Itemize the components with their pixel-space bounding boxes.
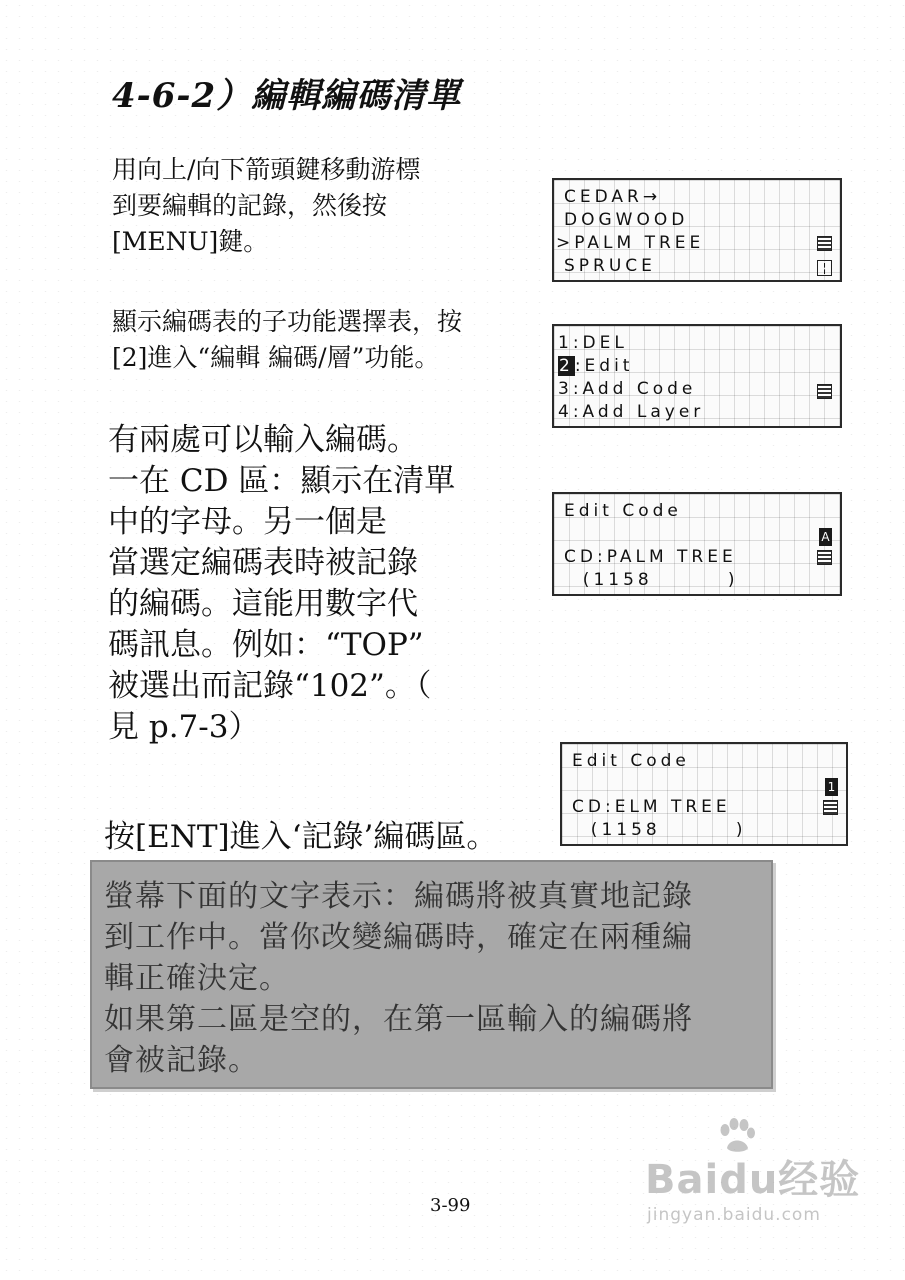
step-2-text [112, 304, 462, 376]
step-line: [2]進入“編輯 編碼/層”功能。 [112, 343, 440, 372]
menu-item-del [558, 332, 628, 355]
lcd-screen-edit-code-alpha [552, 492, 842, 596]
lock-icon [817, 384, 832, 399]
input-mode-indicator: A [819, 528, 832, 546]
watermark-url: jingyan.baidu.com [647, 1205, 821, 1225]
step-line: [MENU]鍵。 [112, 227, 269, 256]
scroll-icon: ¦ [817, 260, 832, 276]
step-1-text [112, 152, 420, 260]
lcd-row: SPRUCE [564, 256, 656, 276]
menu-item-number: 3 [558, 379, 573, 399]
note-box [90, 860, 773, 1089]
cd-field: CD:PALM TREE [564, 547, 737, 567]
lcd-screen-submenu [552, 324, 842, 428]
lcd-row: DOGWOOD [564, 210, 689, 230]
menu-item-add-code [558, 378, 696, 401]
note-line: 輯正確決定。 [104, 961, 290, 996]
lcd-row: CEDAR→ [564, 187, 662, 207]
section-heading: 4-6-2）編輯編碼清單 [112, 76, 462, 116]
watermark-brand: Baidu经验 [645, 1157, 861, 1203]
record-field: (1158 ) [572, 820, 747, 840]
step-line: 當選定編碼表時被記錄 [108, 545, 418, 581]
menu-item-number: 1 [558, 333, 573, 353]
note-line: 到工作中。當你改變編碼時，確定在兩種編 [104, 920, 693, 955]
menu-item-edit [558, 355, 633, 378]
lock-icon [823, 800, 838, 815]
step-3-text [108, 420, 455, 748]
menu-item-label: :Edit [574, 356, 634, 376]
menu-item-label: :Add Layer [572, 402, 705, 422]
step-line: 有兩處可以輸入編碼。 [108, 422, 418, 458]
step-line: 用向上/向下箭頭鍵移動游標 [112, 155, 421, 184]
step-line: 見 p.7-3） [108, 709, 260, 745]
lcd-screen-edit-code-numeric [560, 742, 848, 846]
paw-logo-icon [717, 1118, 757, 1154]
menu-item-label: :DEL [572, 333, 628, 353]
step-line: 碼訊息。例如：“TOP” [108, 627, 424, 663]
lcd-title: Edit Code [572, 751, 690, 771]
menu-item-add-layer [558, 401, 704, 424]
input-mode-indicator: 1 [825, 778, 838, 796]
step-line: 按[ENT]進入‘記錄’編碼區。 [104, 819, 498, 855]
menu-item-number-selected: 2 [559, 356, 574, 376]
lock-icon [817, 550, 832, 565]
lcd-row-selected: >PALM TREE [556, 233, 705, 253]
step-line: 一在 CD 區：顯示在清單 [108, 463, 456, 499]
menu-item-label: :Add Code [572, 379, 697, 399]
step-line: 到要編輯的記錄，然後按 [112, 191, 388, 220]
page-number: 3-99 [430, 1195, 471, 1216]
record-field: (1158 ) [564, 570, 739, 590]
step-4-text [104, 817, 497, 857]
note-line: 會被記錄。 [104, 1043, 259, 1078]
step-line: 顯示編碼表的子功能選擇表，按 [112, 307, 463, 336]
note-line: 如果第二區是空的，在第一區輸入的編碼將 [104, 1002, 693, 1037]
lcd-title: Edit Code [564, 501, 682, 521]
menu-item-number: 4 [558, 402, 573, 422]
step-line: 被選出而記錄“102”。（ [108, 668, 432, 704]
step-line: 中的字母。另一個是 [108, 504, 387, 540]
step-line: 的編碼。這能用數字代 [108, 586, 418, 622]
lock-icon [817, 236, 832, 251]
lcd-screen-code-list [552, 178, 842, 282]
cd-field: CD:ELM TREE [572, 797, 731, 817]
note-line: 螢幕下面的文字表示：編碼將被真實地記錄 [104, 879, 693, 914]
watermark [645, 1148, 860, 1225]
